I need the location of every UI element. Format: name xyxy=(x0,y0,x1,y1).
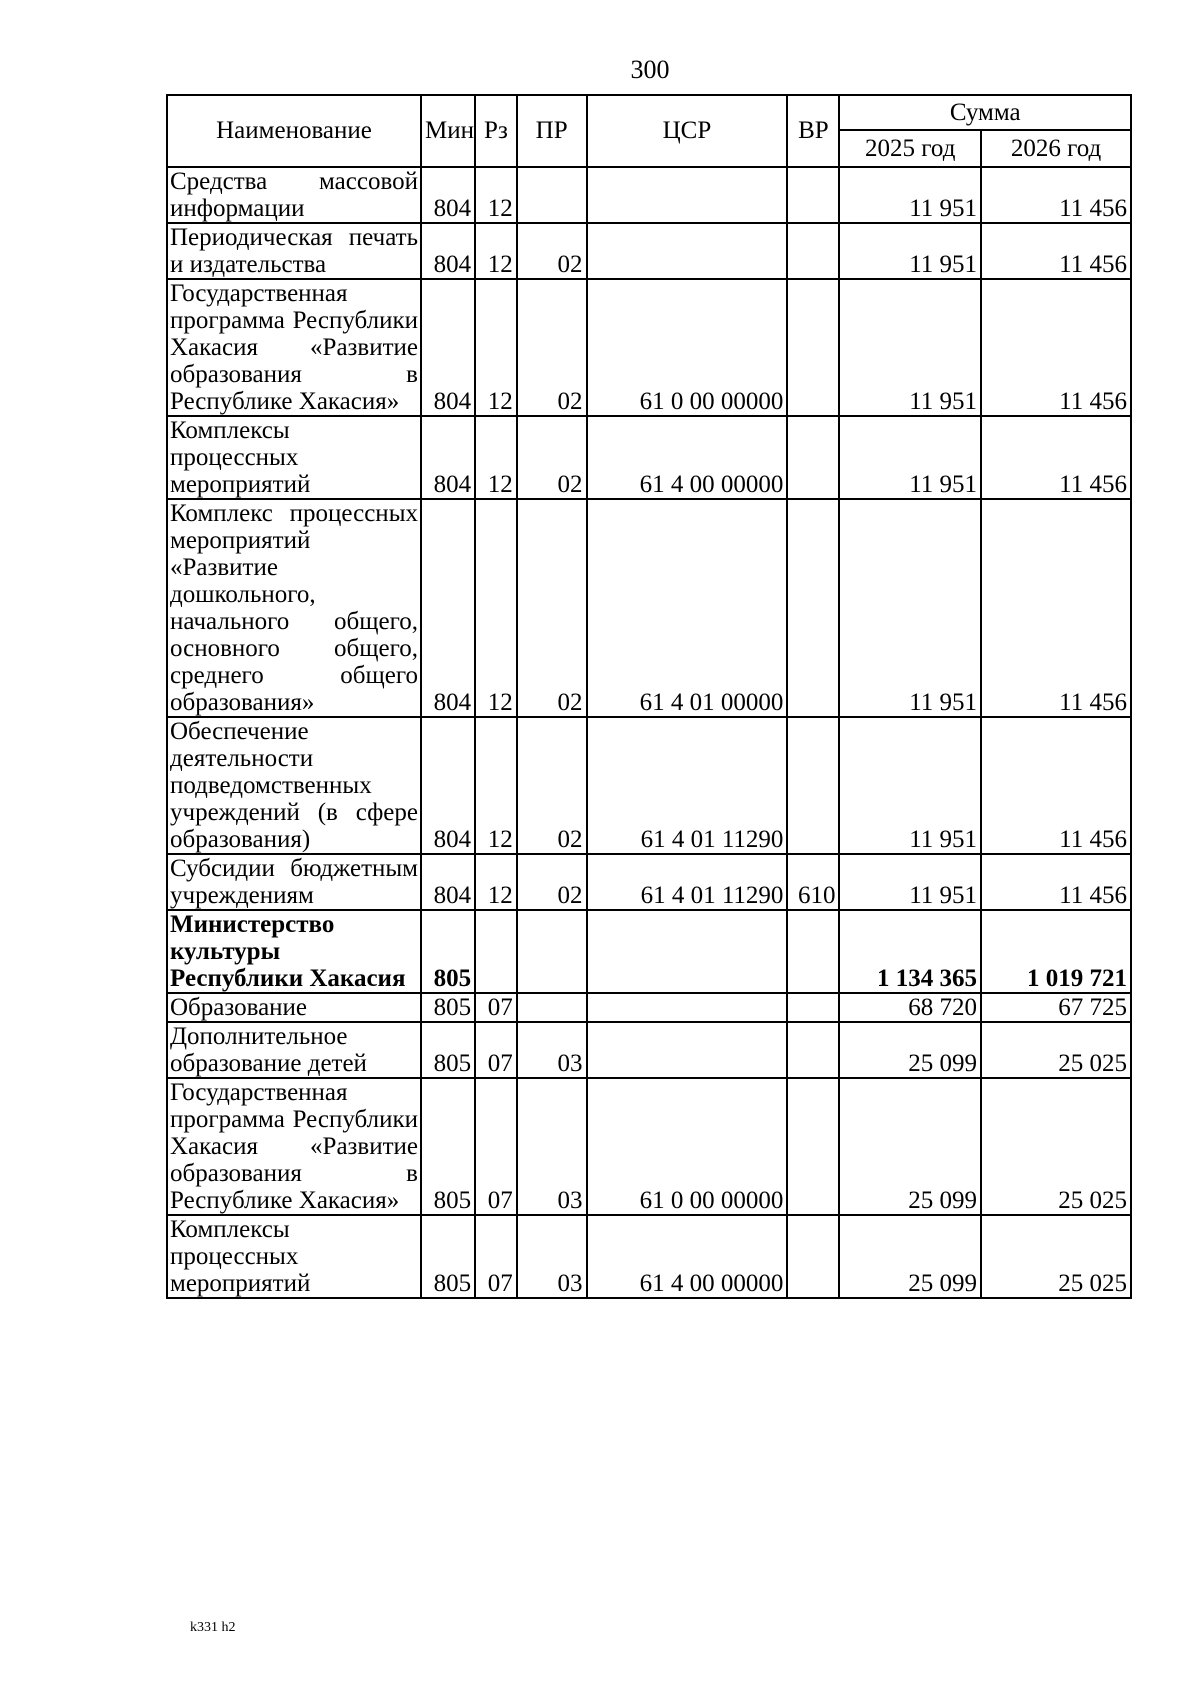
cell-2025: 11 951 xyxy=(839,717,981,854)
cell-csr: 61 4 01 11290 xyxy=(587,717,788,854)
cell-min: 804 xyxy=(421,854,475,910)
cell-2026: 25 025 xyxy=(981,1215,1131,1298)
cell-vr xyxy=(787,993,839,1022)
cell-pr xyxy=(517,910,587,993)
cell-vr xyxy=(787,910,839,993)
cell-pr: 03 xyxy=(517,1078,587,1215)
cell-2026: 11 456 xyxy=(981,717,1131,854)
cell-2026: 11 456 xyxy=(981,223,1131,279)
cell-2025: 11 951 xyxy=(839,854,981,910)
cell-rz: 12 xyxy=(475,416,517,499)
cell-2025: 25 099 xyxy=(839,1215,981,1298)
header-csr: ЦСР xyxy=(587,95,788,167)
cell-name: Образование xyxy=(167,993,421,1022)
cell-rz: 12 xyxy=(475,167,517,223)
cell-csr: 61 4 01 11290 xyxy=(587,854,788,910)
cell-name: Комплекс процессных мероприятий «Развитие дошкольного, начального общего, основного общего, среднего общего образования» xyxy=(167,499,421,717)
cell-2026: 25 025 xyxy=(981,1078,1131,1215)
cell-name: Периодическая печать и издательства xyxy=(167,223,421,279)
table-body xyxy=(167,167,1131,1298)
cell-2025: 25 099 xyxy=(839,1022,981,1078)
cell-csr: 61 4 00 00000 xyxy=(587,416,788,499)
cell-rz: 07 xyxy=(475,1215,517,1298)
cell-min: 805 xyxy=(421,1215,475,1298)
table-row xyxy=(167,854,1131,910)
cell-vr xyxy=(787,499,839,717)
header-name: Наименование xyxy=(167,95,421,167)
table-row xyxy=(167,717,1131,854)
cell-2025: 68 720 xyxy=(839,993,981,1022)
header-pr: ПР xyxy=(517,95,587,167)
cell-2025: 11 951 xyxy=(839,416,981,499)
table-row xyxy=(167,1078,1131,1215)
cell-2026: 11 456 xyxy=(981,416,1131,499)
table-row xyxy=(167,499,1131,717)
cell-pr: 03 xyxy=(517,1022,587,1078)
footer-code: k331 h2 xyxy=(190,1620,236,1635)
cell-csr xyxy=(587,993,788,1022)
table-row xyxy=(167,993,1131,1022)
cell-name: Комплексы процессных мероприятий xyxy=(167,1215,421,1298)
cell-name: Государственная программа Республики Хакасия «Развитие образования в Республике Хакасия» xyxy=(167,1078,421,1215)
cell-vr xyxy=(787,416,839,499)
cell-min: 804 xyxy=(421,717,475,854)
cell-csr: 61 4 01 00000 xyxy=(587,499,788,717)
cell-pr: 02 xyxy=(517,223,587,279)
cell-rz: 07 xyxy=(475,1022,517,1078)
cell-vr xyxy=(787,167,839,223)
cell-vr: 610 xyxy=(787,854,839,910)
cell-vr xyxy=(787,717,839,854)
cell-name: Комплексы процессных мероприятий xyxy=(167,416,421,499)
cell-rz: 12 xyxy=(475,717,517,854)
cell-pr xyxy=(517,993,587,1022)
cell-min: 804 xyxy=(421,279,475,416)
table-row xyxy=(167,167,1131,223)
cell-2025: 11 951 xyxy=(839,167,981,223)
cell-min: 805 xyxy=(421,910,475,993)
budget-table xyxy=(166,94,1132,1299)
table-row xyxy=(167,416,1131,499)
cell-name: Министерство культуры Республики Хакасия xyxy=(167,910,421,993)
cell-name: Субсидии бюджетным учреждениям xyxy=(167,854,421,910)
cell-csr xyxy=(587,223,788,279)
cell-min: 804 xyxy=(421,416,475,499)
table-row xyxy=(167,910,1131,993)
cell-pr: 02 xyxy=(517,717,587,854)
cell-pr: 02 xyxy=(517,279,587,416)
cell-rz: 12 xyxy=(475,499,517,717)
cell-vr xyxy=(787,1078,839,1215)
cell-min: 804 xyxy=(421,223,475,279)
cell-min: 805 xyxy=(421,1078,475,1215)
cell-vr xyxy=(787,1022,839,1078)
cell-2026: 25 025 xyxy=(981,1022,1131,1078)
cell-rz: 12 xyxy=(475,279,517,416)
cell-min: 805 xyxy=(421,1022,475,1078)
cell-2026: 1 019 721 xyxy=(981,910,1131,993)
table-row xyxy=(167,1215,1131,1298)
cell-name: Дополнительное образование детей xyxy=(167,1022,421,1078)
page-number: 300 xyxy=(630,55,670,84)
cell-csr: 61 0 00 00000 xyxy=(587,1078,788,1215)
table-row xyxy=(167,279,1131,416)
header-2026: 2026 год xyxy=(981,130,1131,167)
header-rz: Рз xyxy=(475,95,517,167)
cell-2025: 25 099 xyxy=(839,1078,981,1215)
header-vr: ВР xyxy=(787,95,839,167)
cell-pr xyxy=(517,167,587,223)
cell-name: Государственная программа Республики Хакасия «Развитие образования в Республике Хакасия» xyxy=(167,279,421,416)
table-row xyxy=(167,223,1131,279)
cell-vr xyxy=(787,1215,839,1298)
cell-2026: 11 456 xyxy=(981,279,1131,416)
header-sum: Сумма xyxy=(839,95,1131,130)
header-2025: 2025 год xyxy=(839,130,981,167)
cell-vr xyxy=(787,279,839,416)
cell-csr xyxy=(587,910,788,993)
cell-2026: 11 456 xyxy=(981,167,1131,223)
cell-pr: 02 xyxy=(517,499,587,717)
cell-csr: 61 4 00 00000 xyxy=(587,1215,788,1298)
cell-rz: 12 xyxy=(475,854,517,910)
cell-min: 805 xyxy=(421,993,475,1022)
cell-2026: 11 456 xyxy=(981,499,1131,717)
cell-2026: 67 725 xyxy=(981,993,1131,1022)
cell-2025: 11 951 xyxy=(839,279,981,416)
cell-csr xyxy=(587,1022,788,1078)
cell-name: Средства массовой информации xyxy=(167,167,421,223)
cell-2025: 11 951 xyxy=(839,499,981,717)
cell-2026: 11 456 xyxy=(981,854,1131,910)
cell-rz xyxy=(475,910,517,993)
cell-vr xyxy=(787,223,839,279)
cell-min: 804 xyxy=(421,499,475,717)
cell-rz: 12 xyxy=(475,223,517,279)
cell-rz: 07 xyxy=(475,993,517,1022)
header-min: Мин xyxy=(421,95,475,167)
cell-2025: 1 134 365 xyxy=(839,910,981,993)
cell-pr: 03 xyxy=(517,1215,587,1298)
cell-csr xyxy=(587,167,788,223)
table-row xyxy=(167,1022,1131,1078)
cell-pr: 02 xyxy=(517,416,587,499)
cell-2025: 11 951 xyxy=(839,223,981,279)
cell-pr: 02 xyxy=(517,854,587,910)
cell-name: Обеспечение деятельности подведомственных учреждений (в сфере образования) xyxy=(167,717,421,854)
cell-min: 804 xyxy=(421,167,475,223)
cell-csr: 61 0 00 00000 xyxy=(587,279,788,416)
cell-rz: 07 xyxy=(475,1078,517,1215)
